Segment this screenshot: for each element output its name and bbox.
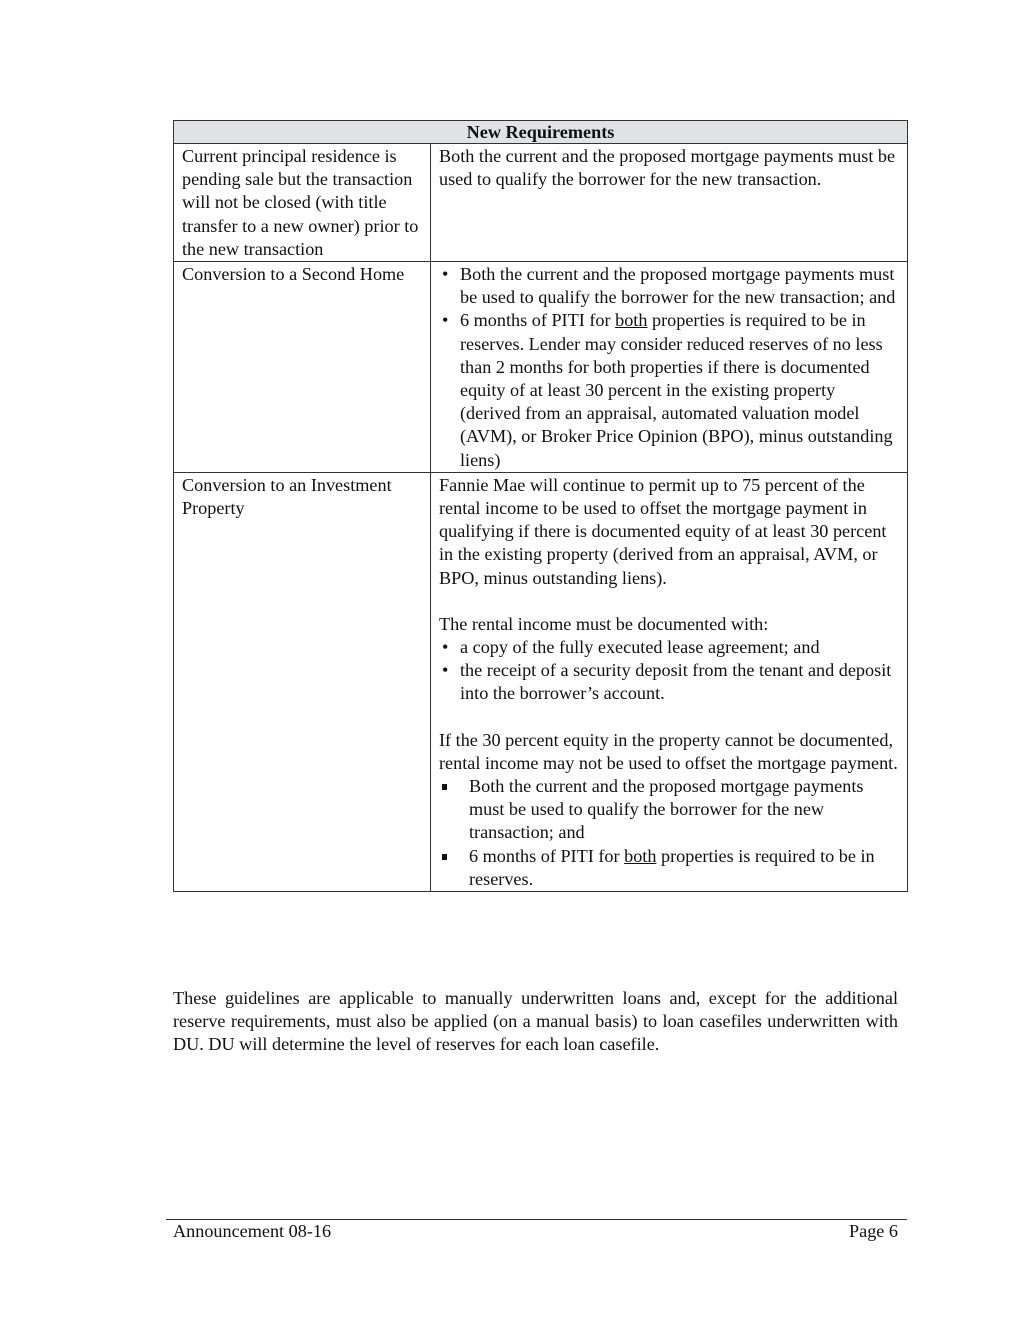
table-row — [174, 472, 908, 891]
requirement-cell — [431, 262, 908, 473]
footer-page-number: Page 6 — [849, 1221, 898, 1241]
text: 6 months of PITI for — [469, 845, 625, 866]
footer-announcement: Announcement 08-16 — [173, 1221, 332, 1241]
requirement-cell: Both the current and the proposed mortgage payments must be used to qualify the borrower for the new transaction. — [431, 144, 908, 262]
table-header: New Requirements — [174, 121, 908, 144]
condition-cell: Conversion to an Investment Property — [174, 472, 431, 891]
bullet-list — [439, 636, 899, 706]
bullet-list — [439, 263, 899, 472]
list-item: Both the current and the proposed mortgage payments must be used to qualify the borrower for the new transaction; and — [439, 775, 899, 845]
list-item — [439, 309, 899, 471]
body-paragraph: These guidelines are applicable to manually underwritten loans and, except for the additional reserve requirements, must also be applied (on a manual basis) to loan casefiles underwritten with DU. DU will determine the level of reserves for each loan casefile. — [173, 988, 898, 1055]
footer-divider — [166, 1219, 907, 1220]
text: 6 months of PITI for — [460, 310, 616, 331]
table-row — [174, 262, 908, 473]
spacer — [439, 706, 899, 729]
condition-cell: Current principal residence is pending sale but the transaction will not be closed (with title transfer to a new owner) prior to the new transaction — [174, 144, 431, 262]
requirement-cell — [431, 472, 908, 891]
underlined-text: both — [615, 310, 648, 331]
requirements-table — [173, 120, 908, 892]
fallback-text: If the 30 percent equity in the property cannot be documented, rental income may not be used to offset the mortgage payment. — [439, 729, 898, 773]
underlined-text: both — [624, 845, 657, 866]
table-header-row — [174, 121, 908, 144]
intro-text: Fannie Mae will continue to permit up to 75 percent of the rental income to be used to offset the mortgage payment in qualifying if there is documented equity of at least 30 percent in the existing property (derived from an appraisal, AVM, or BPO, minus outstanding liens). — [439, 474, 887, 588]
list-item: • a copy of the fully executed lease agreement; and — [439, 636, 899, 659]
list-item: • the receipt of a security deposit from the tenant and deposit into the borrower’s account. — [439, 659, 899, 705]
text: properties is required to be in reserves. — [469, 845, 875, 889]
list-item — [439, 845, 899, 891]
text: properties is required to be in reserves. Lender may consider reduced reserves of no less than 2 months for both properties if there is documented equity of at least 30 percent in the existing property (derived from an appraisal, automated valuation model (AVM), or Broker Price Opinion (BPO), minus outstanding liens) — [460, 310, 893, 470]
list-item: • Both the current and the proposed mortgage payments must be used to qualify the borrower for the new transaction; and — [439, 263, 899, 309]
condition-cell: Conversion to a Second Home — [174, 262, 431, 473]
documented-with-text: The rental income must be documented with: — [439, 613, 769, 634]
table-row — [174, 144, 908, 262]
spacer — [439, 590, 899, 613]
square-bullet-list — [439, 775, 899, 891]
